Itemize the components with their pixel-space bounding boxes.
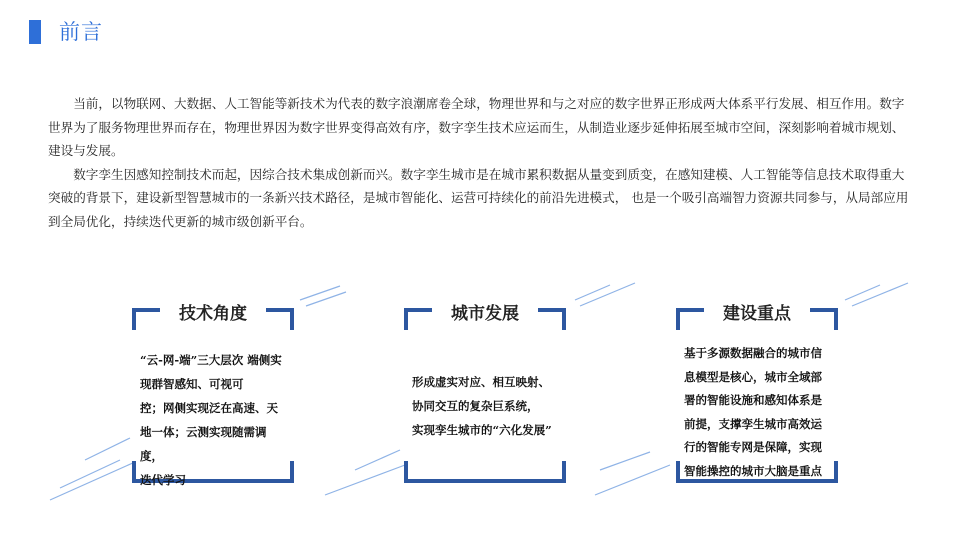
card-line: 基于多源数据融合的城市信	[684, 346, 822, 360]
card-body	[140, 348, 284, 492]
card-title: 技术角度	[179, 304, 247, 324]
card-line: 地一体；云测实现随需调度，	[140, 425, 267, 463]
card-line: 迭代学习	[140, 473, 186, 487]
page-title: 前言	[59, 20, 103, 44]
intro-paragraph-1: 当前，以物联网、大数据、人工智能等新技术为代表的数字浪潮席卷全球，物理世界和与之对应的数字世界正形成两大体系平行发展、相互作用。数字世界为了服务物理世界而存在，物理世界因为数字世界变得高效有序，数字孪生技术应运而生，从制造业逐步延伸拓展至城市空间，深刻影响着城市规划、建设与发展。	[48, 96, 905, 158]
card-line: 控；网侧实现泛在高速、天	[140, 401, 278, 415]
card-line: 实现孪生城市的“六化发展”	[412, 423, 552, 437]
intro-paragraph-2: 数字孪生因感知控制技术而起，因综合技术集成创新而兴。数字孪生城市是在城市累积数据从量变到质变，在感知建模、人工智能等信息技术取得重大突破的背景下，建设新型智慧城市的一条新兴技术路径，是城市智能化、运营可持续化的前沿先进模式， 也是一个吸引高端智力资源共同参与，从局部应用到全局优化，持续迭代更新的城市级创新平台。	[48, 166, 909, 229]
intro-text	[48, 92, 914, 233]
card-line: “云-网-端”三大层次 端侧实	[140, 353, 282, 367]
card-line: 前提，支撑孪生城市高效运	[684, 416, 822, 431]
card-body	[412, 370, 566, 442]
card-tech-perspective	[132, 304, 294, 487]
card-urban-development	[404, 304, 566, 483]
card-construction-focus	[676, 304, 838, 483]
card-line: 形成虚实对应、相互映射、	[412, 375, 550, 389]
card-line: 息模型是核心，城市全域部	[684, 369, 822, 384]
card-title: 城市发展	[451, 304, 519, 324]
card-line: 智能操控的城市大脑是重点	[684, 463, 822, 478]
card-line: 协同交互的复杂巨系统，	[412, 399, 539, 413]
title-accent-bar	[29, 20, 41, 44]
card-body	[684, 342, 828, 483]
card-line: 署的智能设施和感知体系是	[684, 393, 822, 407]
card-line: 现群智感知、可视可	[140, 377, 244, 391]
card-line: 行的智能专网是保障，实现	[684, 440, 822, 454]
card-title: 建设重点	[723, 304, 791, 324]
